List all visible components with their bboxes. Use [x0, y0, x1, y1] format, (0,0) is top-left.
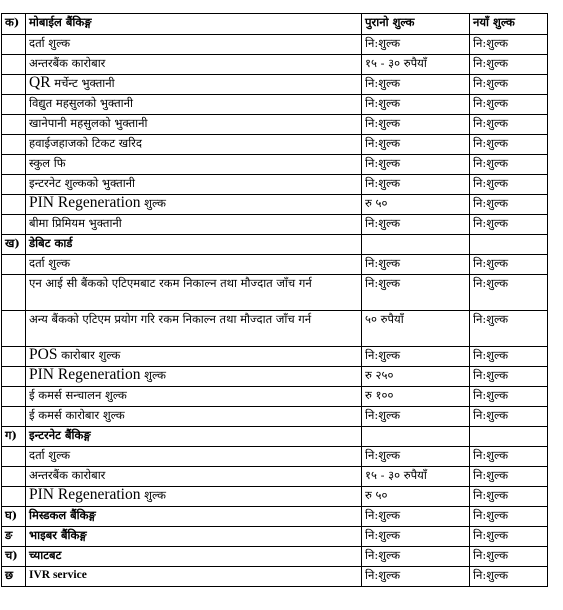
table-row	[2, 407, 548, 427]
table-row	[2, 155, 548, 175]
table-row	[2, 175, 548, 195]
table-row	[2, 311, 548, 347]
fee-label: विद्युत महसुलको भुक्तानी	[26, 95, 362, 115]
new-fee: नि:शुल्क	[470, 95, 548, 115]
section-letter: च)	[2, 547, 26, 567]
new-fee: नि:शुल्क	[470, 175, 548, 195]
fee-table	[1, 13, 548, 587]
fee-label-latin: PIN Regeneration	[29, 486, 141, 503]
old-fee: नि:शुल्क	[362, 115, 470, 135]
new-fee: नि:शुल्क	[470, 275, 548, 311]
fee-label: बीमा प्रिमियम भुक्तानी	[26, 215, 362, 235]
old-fee: नि:शुल्क	[362, 215, 470, 235]
section-row	[2, 527, 548, 547]
old-fee: नि:शुल्क	[362, 75, 470, 95]
fee-label-rest: मर्चेन्ट भुक्तानी	[50, 76, 115, 90]
section-title: डेबिट कार्ड	[26, 235, 362, 255]
fee-label: अन्तरबैंक कारोबार	[26, 55, 362, 75]
fee-label: अन्य बैंकको एटिएम प्रयोग गरि रकम निकाल्न तथा मौज्दात जाँच गर्न	[26, 311, 362, 347]
table-row	[2, 95, 548, 115]
table-row	[2, 255, 548, 275]
section-letter: घ)	[2, 507, 26, 527]
section-row	[2, 567, 548, 587]
table-row	[2, 75, 548, 95]
table-row	[2, 367, 548, 387]
fee-label-latin: QR	[29, 74, 51, 91]
section-title: IVR service	[26, 567, 362, 587]
column-header-new-fee: नयाँ शुल्क	[470, 14, 548, 35]
fee-label-rest: शुल्क	[140, 196, 166, 210]
fee-label: इन्टरनेट शुल्कको भुक्तानी	[26, 175, 362, 195]
new-fee: नि:शुल्क	[470, 155, 548, 175]
section-title: च्याटबट	[26, 547, 362, 567]
fee-label: दर्ता शुल्क	[26, 447, 362, 467]
old-fee: नि:शुल्क	[362, 347, 470, 367]
fee-label	[26, 347, 362, 367]
column-header-old-fee: पुरानो शुल्क	[362, 14, 470, 35]
old-fee: रु १००	[362, 387, 470, 407]
new-fee: नि:शुल्क	[470, 527, 548, 547]
old-fee: नि:शुल्क	[362, 135, 470, 155]
old-fee: नि:शुल्क	[362, 507, 470, 527]
table-row	[2, 347, 548, 367]
new-fee: नि:शुल्क	[470, 135, 548, 155]
section-letter: छ	[2, 567, 26, 587]
fee-label	[26, 487, 362, 507]
fee-label: अन्तरबैंक कारोबार	[26, 467, 362, 487]
table-row	[2, 387, 548, 407]
table-header-row	[2, 14, 548, 35]
fee-label	[26, 367, 362, 387]
old-fee: नि:शुल्क	[362, 547, 470, 567]
new-fee: नि:शुल्क	[470, 195, 548, 215]
fee-label	[26, 75, 362, 95]
new-fee: नि:शुल्क	[470, 311, 548, 347]
new-fee: नि:शुल्क	[470, 367, 548, 387]
table-row	[2, 195, 548, 215]
old-fee: ५० रुपैयाँ	[362, 311, 470, 347]
fee-label-rest: कारोबार शुल्क	[57, 348, 121, 362]
old-fee: नि:शुल्क	[362, 95, 470, 115]
fee-label: एन आई सी बैंकको एटिएमबाट रकम निकाल्न तथा मौज्दात जाँच गर्न	[26, 275, 362, 311]
fee-label-rest: शुल्क	[140, 488, 166, 502]
table-row	[2, 215, 548, 235]
old-fee: १५ - ३० रुपैयाँ	[362, 467, 470, 487]
old-fee: नि:शुल्क	[362, 275, 470, 311]
fee-label: दर्ता शुल्क	[26, 35, 362, 55]
new-fee: नि:शुल्क	[470, 507, 548, 527]
new-fee: नि:शुल्क	[470, 55, 548, 75]
section-title: मिस्डकल बैंकिङ्ग	[26, 507, 362, 527]
new-fee: नि:शुल्क	[470, 567, 548, 587]
fee-label: दर्ता शुल्क	[26, 255, 362, 275]
new-fee: नि:शुल्क	[470, 75, 548, 95]
section-title: इन्टरनेट बैंकिङ्ग	[26, 427, 362, 447]
old-fee: रु ५०	[362, 195, 470, 215]
section-letter: ग)	[2, 427, 26, 447]
fee-label-latin: PIN Regeneration	[29, 194, 141, 211]
fee-label-rest: शुल्क	[140, 368, 166, 382]
table-row	[2, 487, 548, 507]
new-fee: नि:शुल्क	[470, 407, 548, 427]
new-fee: नि:शुल्क	[470, 387, 548, 407]
fee-label: ई कमर्स कारोबार शुल्क	[26, 407, 362, 427]
new-fee: नि:शुल्क	[470, 447, 548, 467]
table-row	[2, 275, 548, 311]
table-row	[2, 115, 548, 135]
fee-label: ई कमर्स सन्चालन शुल्क	[26, 387, 362, 407]
old-fee: नि:शुल्क	[362, 155, 470, 175]
table-row	[2, 467, 548, 487]
section-row	[2, 507, 548, 527]
old-fee: नि:शुल्क	[362, 447, 470, 467]
table-row	[2, 35, 548, 55]
old-fee: रु ५०	[362, 487, 470, 507]
new-fee: नि:शुल्क	[470, 35, 548, 55]
old-fee: नि:शुल्क	[362, 175, 470, 195]
table-row	[2, 135, 548, 155]
fee-label-latin: PIN Regeneration	[29, 366, 141, 383]
table-row	[2, 447, 548, 467]
section-row	[2, 427, 548, 447]
new-fee: नि:शुल्क	[470, 215, 548, 235]
fee-label: खानेपानी महसुलको भुक्तानी	[26, 115, 362, 135]
old-fee: रु २५०	[362, 367, 470, 387]
section-letter: ख)	[2, 235, 26, 255]
new-fee: नि:शुल्क	[470, 547, 548, 567]
table-row	[2, 55, 548, 75]
section-title: मोबाईल बैंकिङ्ग	[26, 14, 362, 35]
old-fee: १५ - ३० रुपैयाँ	[362, 55, 470, 75]
section-row	[2, 235, 548, 255]
old-fee: नि:शुल्क	[362, 527, 470, 547]
section-title: भाइबर बैंकिङ्ग	[26, 527, 362, 547]
fee-label: हवाईजहाजको टिकट खरिद	[26, 135, 362, 155]
section-letter: ङ	[2, 527, 26, 547]
section-letter: क)	[2, 14, 26, 35]
fee-label: स्कुल फि	[26, 155, 362, 175]
new-fee: नि:शुल्क	[470, 487, 548, 507]
new-fee: नि:शुल्क	[470, 115, 548, 135]
old-fee: नि:शुल्क	[362, 567, 470, 587]
old-fee: नि:शुल्क	[362, 407, 470, 427]
new-fee: नि:शुल्क	[470, 347, 548, 367]
new-fee: नि:शुल्क	[470, 467, 548, 487]
new-fee: नि:शुल्क	[470, 255, 548, 275]
section-row	[2, 547, 548, 567]
old-fee: नि:शुल्क	[362, 35, 470, 55]
fee-label	[26, 195, 362, 215]
fee-label-latin: POS	[29, 346, 58, 363]
old-fee: नि:शुल्क	[362, 255, 470, 275]
